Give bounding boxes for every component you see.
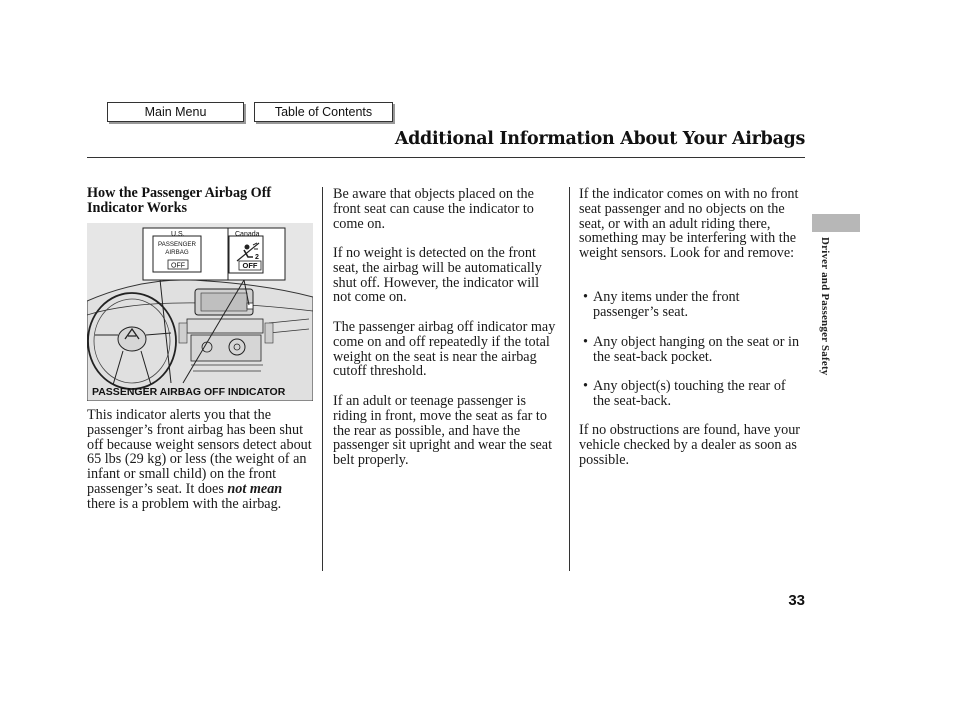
us-indicator-line2: AIRBAG bbox=[165, 249, 189, 256]
canada-indicator-number: 2 bbox=[255, 254, 259, 261]
emphasis-text: not mean bbox=[227, 480, 283, 497]
paragraph-no-obstructions: If no obstructions are found, have your vehicle checked by a dealer as soon as possible. bbox=[579, 422, 801, 468]
bullet-icon: • bbox=[583, 289, 588, 305]
list-item-text: Any object(s) touching the rear of the seat-back. bbox=[593, 378, 786, 409]
page-title: Additional Information About Your Airbags bbox=[394, 129, 805, 149]
paragraph-on-off-repeatedly: The passenger airbag off indicator may come on and off repeatedly if the total weight on the seat is near the airbag cutoff threshold. bbox=[333, 319, 556, 380]
section-tab-label: Driver and Passenger Safety bbox=[819, 237, 831, 376]
paragraph-objects-on-seat: Be aware that objects placed on the front seat can cause the indicator to come on. bbox=[333, 186, 534, 232]
section-tab bbox=[812, 214, 860, 232]
list-item-text: Any items under the front passenger’s seat. bbox=[593, 289, 740, 320]
canada-indicator-off: OFF bbox=[242, 261, 258, 270]
paragraph-no-weight: If no weight is detected on the front seat, the airbag will be automatically shut off. However, the indicator will not come on. bbox=[333, 245, 542, 306]
main-menu-button[interactable]: Main Menu bbox=[107, 102, 244, 122]
figure-label-canada: Canada bbox=[235, 231, 260, 238]
table-of-contents-button[interactable]: Table of Contents bbox=[254, 102, 393, 122]
indicator-description-tail: there is a problem with the airbag. bbox=[87, 495, 282, 512]
us-indicator-off: OFF bbox=[171, 262, 185, 270]
airbag-indicator-figure bbox=[87, 223, 313, 401]
title-divider bbox=[87, 157, 805, 158]
bullet-icon: • bbox=[583, 378, 588, 394]
indicator-description-text: This indicator alerts you that the passenger’s front airbag has been shut off because weight sensors detect about 65 lbs (29 kg) or less (the weight of an infant or small child) on the front passenger’s seat. It does bbox=[87, 407, 312, 497]
us-indicator-line1: PASSENGER bbox=[157, 241, 197, 248]
dashboard-illustration bbox=[87, 223, 313, 401]
bullet-icon: • bbox=[583, 334, 588, 350]
list-item-text: Any object hanging on the seat or in the seat-back pocket. bbox=[593, 334, 800, 365]
indicator-description bbox=[87, 408, 313, 512]
figure-label-us: U.S. bbox=[171, 231, 185, 238]
column-divider-1 bbox=[322, 187, 323, 571]
paragraph-interference: If the indicator comes on with no front seat passenger and no objects on the seat, or with an adult riding there, something may be interfering with the weight sensors. Look for and remove: bbox=[579, 186, 799, 262]
section-heading: How the Passenger Airbag Off Indicator Works bbox=[87, 185, 272, 216]
column-divider-2 bbox=[569, 187, 570, 571]
paragraph-adult-passenger: If an adult or teenage passenger is riding in front, move the seat as far to the rear as possible, and have the passenger sit upright and wear the seat belt properly. bbox=[333, 393, 553, 469]
figure-caption: PASSENGER AIRBAG OFF INDICATOR bbox=[92, 386, 286, 398]
page-number: 33 bbox=[788, 592, 805, 609]
